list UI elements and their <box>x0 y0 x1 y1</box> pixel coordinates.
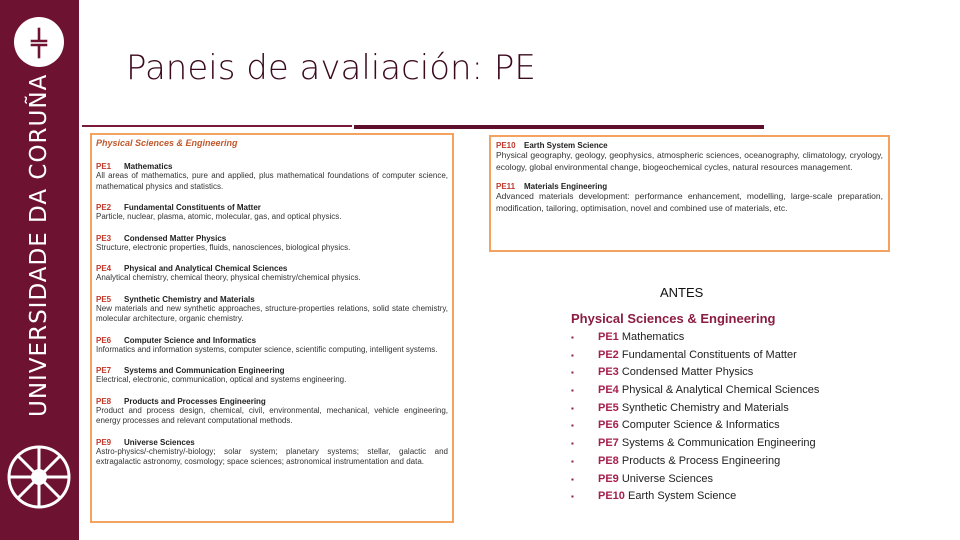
list-item <box>571 473 819 491</box>
panel-code: PE4 <box>96 264 112 273</box>
panel-name: Synthetic Chemistry and Materials <box>124 294 255 304</box>
panel-header <box>96 234 448 243</box>
list-item <box>571 419 819 437</box>
university-seal-icon <box>6 425 72 525</box>
panel-code: PE3 <box>96 233 112 243</box>
list-item <box>571 331 819 349</box>
panel-code: PE6 <box>96 335 112 345</box>
university-name: UNIVERSIDADE DA CORUÑA <box>26 73 52 417</box>
current-panels-box-continued <box>489 135 890 252</box>
bullet-icon: ▪ <box>571 439 574 449</box>
panel-code: PE7 <box>96 366 112 375</box>
bullet-icon: ▪ <box>571 386 574 396</box>
panel-header <box>96 336 448 345</box>
panel-name: Earth System Science <box>524 141 608 150</box>
panel-code: PE9 <box>96 437 112 447</box>
panel-pe9 <box>96 438 448 468</box>
panel-name: Mathematics <box>124 162 173 171</box>
title-divider-bold <box>354 125 764 129</box>
current-panels-box <box>90 133 454 523</box>
panel-code: PE8 <box>96 396 112 406</box>
panel-description: All areas of mathematics, pure and applied, plus mathematical foundations of computer science, mathematical physics and statistics. <box>96 171 448 191</box>
previous-panel-code: PE2 <box>598 348 619 361</box>
panel-header <box>496 141 883 150</box>
panel-pe11 <box>496 182 883 214</box>
list-item <box>571 455 819 473</box>
panel-description: New materials and new synthetic approaches, structure-properties relations, solid state chemistry, molecular architecture, organic chemistry. <box>96 303 448 323</box>
panel-description: Advanced materials development: performance enhancement, modelling, large-scale preparation, modification, tailoring, optimisation, novel and combined use of materials, etc. <box>496 191 883 213</box>
previous-panel-name: Synthetic Chemistry and Materials <box>621 401 789 414</box>
list-item <box>571 366 819 384</box>
panel-header <box>96 162 448 171</box>
previous-panel-code: PE6 <box>598 419 619 432</box>
panel-code: PE11 <box>496 182 516 191</box>
slide-title: Paneis de avaliación: PE <box>126 48 536 88</box>
panel-pe2 <box>96 203 448 223</box>
university-sidebar <box>0 0 79 540</box>
bullet-icon: ▪ <box>571 333 574 342</box>
bullet-icon: ▪ <box>571 456 574 466</box>
previous-panel-name: Mathematics <box>621 331 685 343</box>
panel-header <box>96 366 448 375</box>
panel-name: Condensed Matter Physics <box>124 233 227 243</box>
bullet-icon: ▪ <box>571 492 574 502</box>
panel-header <box>96 264 448 273</box>
panel-name: Physical and Analytical Chemical Sciences <box>124 264 288 273</box>
previous-panel-code: PE3 <box>598 366 619 379</box>
panel-name: Fundamental Constituents of Matter <box>124 203 261 212</box>
panel-header <box>96 203 448 212</box>
previous-panels-heading: Physical Sciences & Engineering <box>571 311 776 326</box>
panel-pe10 <box>496 141 883 173</box>
panel-code: PE2 <box>96 203 112 212</box>
panel-description: Electrical, electronic, communication, optical and systems engineering. <box>96 375 347 384</box>
panel-name: Materials Engineering <box>524 182 608 191</box>
previous-panel-code: PE5 <box>598 401 619 414</box>
list-item <box>571 402 819 420</box>
previous-panel-code: PE4 <box>598 384 619 397</box>
bullet-icon: ▪ <box>571 350 574 360</box>
panel-name: Systems and Communication Engineering <box>124 366 285 375</box>
panel-description: Product and process design, chemical, civil, environmental, mechanical, vehicle engineering, energy processes and relevant computational methods. <box>96 405 448 425</box>
panel-pe7 <box>96 366 448 386</box>
previous-panel-name: Computer Science & Informatics <box>621 419 780 432</box>
previous-panel-name: Physical & Analytical Chemical Sciences <box>621 384 820 397</box>
panel-name: Products and Processes Engineering <box>124 396 266 406</box>
list-item <box>571 437 819 455</box>
previous-panel-name: Systems & Communication Engineering <box>621 437 816 450</box>
previous-panel-code: PE7 <box>598 437 619 450</box>
panel-description: Particle, nuclear, plasma, atomic, molecular, gas, and optical physics. <box>96 212 342 221</box>
panel-description: Physical geography, geology, geophysics, atmospheric sciences, oceanography, climatology, cryology, ecology, global environmental change, biogeochemical cycles, natural resources management. <box>496 150 883 172</box>
bullet-icon: ▪ <box>571 368 574 378</box>
panel-pe6 <box>96 336 448 356</box>
title-divider <box>82 125 352 127</box>
panel-description: Informatics and information systems, computer science, scientific computing, intelligent systems. <box>96 344 438 354</box>
list-item <box>571 349 819 367</box>
panel-code: PE1 <box>96 162 112 171</box>
previous-panel-code: PE1 <box>598 331 619 343</box>
previous-panel-name: Condensed Matter Physics <box>621 366 754 379</box>
panel-pe8 <box>96 397 448 427</box>
panel-pe5 <box>96 295 448 325</box>
panel-pe1 <box>96 162 448 192</box>
panel-name: Universe Sciences <box>124 437 195 447</box>
panel-name: Computer Science and Informatics <box>124 335 257 345</box>
previous-panel-name: Fundamental Constituents of Matter <box>621 348 797 361</box>
panel-code: PE5 <box>96 294 112 304</box>
previous-label: ANTES <box>660 285 704 300</box>
panel-pe3 <box>96 234 448 254</box>
current-panels-heading: Physical Sciences & Engineering <box>96 138 238 148</box>
panel-code: PE10 <box>496 141 516 150</box>
university-logo-icon <box>14 17 64 67</box>
bullet-icon: ▪ <box>571 474 574 484</box>
panel-description: Structure, electronic properties, fluids, nanosciences, biological physics. <box>96 242 351 252</box>
previous-panel-code: PE10 <box>598 490 625 503</box>
panel-header <box>96 295 448 304</box>
list-item <box>571 490 819 508</box>
previous-panel-code: PE8 <box>598 454 619 467</box>
panel-pe4 <box>96 264 448 284</box>
panel-header <box>96 438 448 447</box>
panel-header <box>496 182 883 191</box>
bullet-icon: ▪ <box>571 421 574 431</box>
panel-description: Astro-physics/-chemistry/-biology; solar system; planetary systems; stellar, galactic and extragalactic astronomy, cosmology; space sciences; astronomical instrumentation and data. <box>96 446 448 466</box>
previous-panel-name: Products & Process Engineering <box>621 454 781 467</box>
panel-header <box>96 397 448 406</box>
previous-panel-name: Universe Sciences <box>621 472 713 485</box>
previous-panel-name: Earth System Science <box>627 490 737 503</box>
previous-panel-code: PE9 <box>598 472 619 485</box>
bullet-icon: ▪ <box>571 403 574 413</box>
previous-panels-list <box>571 331 819 508</box>
panel-description: Analytical chemistry, chemical theory, physical chemistry/chemical physics. <box>96 273 361 282</box>
list-item <box>571 384 819 402</box>
